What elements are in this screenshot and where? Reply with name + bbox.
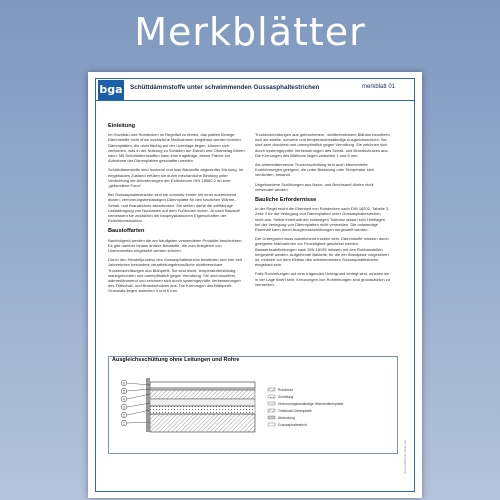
sheet-number: merkblatt 01 — [362, 84, 396, 90]
paragraph: Der Untergrund muss ausreichend trocken sein. Dämmstoffe müssen durch geeignete Maßnahmen vor Feuchtigkeit geschützt werden. Bauwerksabdichtungen nach DIN 18195 müssen mit den Rohbaustellen hergestellt werden. Aufgehende Bauteile, für die ein Standplatz vorgesehen ist, müssen vor dem Einbau des schwimmenden Gussasphaltestrichs eingebaut sein. — [255, 236, 389, 268]
legend-item: Trittschall-Dämmplatte — [278, 409, 312, 413]
paragraph: Nachfolgend werden die am häufigsten verwendeten Produkte beschrieben. Es gibt darüber hinaus andere Baustoffe, die zum Ausgleich von Unebenheiten eingesetzt werden können. — [108, 237, 243, 254]
legend-item: Verformungsbeständige Wärmedämmplatte — [278, 402, 344, 406]
document-title: Schüttdämmstoffe unter schwimmenden Gussasphaltestrichen — [130, 84, 320, 91]
layer-estrich — [150, 382, 255, 388]
paragraph: Falls Rohrleitungen auf dem tragenden Untergrund verlegt sind, müssen sie in der Lage fixiert sein. Kreuzungen von Rohrleitungen sind grundsätzlich zu vermeiden. — [255, 271, 390, 287]
layer-rohdecke — [150, 414, 255, 432]
legend-item: Schüttung — [278, 395, 294, 399]
diagram-title: Ausgleichsschüttung ohne Leitungen und Rohre — [112, 357, 240, 363]
paragraph: Bei Gussasphaltestrichen sind sie normativ immer mit einer ausreichend dicken, verformungsbeständigen Dämmplatte für den baulichen Wärme-, Schall- und Brandschutz abzudecken. Sie stellen damit die vollflächige Lastabtragung von Nutzlasten auf dem Fußboden sicher. Je nach Baustoff verbessern sie zusätzlich die bauphysikalischen Eigenschaften der Estrichkonstruktion. — [108, 192, 240, 224]
banner-title: Merkblätter — [134, 10, 366, 54]
section-heading-bauliche: Bauliche Erfordernisse — [255, 197, 317, 204]
right-column — [255, 132, 390, 291]
marker-label: 4 — [123, 397, 125, 402]
paragraph: Durch den Herstellprozess des Gussasphaltestrichs bewähren sich hier seit Jahrzehnten besonders verarbeitungsfreundliche nichtbrennbare Trockenschüttungen aus Blähperlit. Sie sind leicht, temperaturbeständig, staubgebunden und unempfindlich gegen Verrottung. Sie sind druckfest, wärmedämmend und zeichnen sich durch systemgeprüfte Verbesserungen des Trittschall- und Brandschutzes aus. Die Körnungen des Blähperlit-Granulats liegen zwischen 0 und 6 mm. — [108, 257, 242, 294]
layer-trittschall — [150, 390, 255, 399]
paragraph: Trockenschüttungen aus gebrochenem, nichtbrennbarem Blähton bewähren sich als stabile, schwere und temperaturbeständige Ausgleichsschicht. Sie sind sehr druckfest und unempfindlich gegen Verrottung. Sie zeichnen sich durch systemgeprüfte Verbesserungen des Schall- und Brandschutzes aus. Die Körnungen des Blähtons liegen zwischen 1 und 5 mm. — [255, 132, 390, 158]
diagram-legend — [268, 388, 344, 427]
paragraph: Im Hochbau und Rohdecken im Regelfall zu ebnen, das platten förmige Dämmstoffe nicht ohne zusätzliche Maßnahmen eingebaut werden können. Dämmplatten, die nicht flächig auf der Unterlage liegen, können sich verformen, was in der Nutzung zu Schäden am Estrich und Oberbelag führen kann. Mit Schüttdämmstoffen kann eine tragfähige, ebene Fläche zur Aufnahme der Dämmplatten geschaffen werden. — [108, 132, 245, 164]
layer-abdeckung — [150, 388, 255, 390]
paragraph: Als wärmedämmende Trockenschüttung sind auch bitumenierte Korkkörnungen geeignet, die unter Belastung oder Temperatur sich verdichten, bekannt. — [255, 162, 374, 178]
section-heading-einleitung: Einleitung — [108, 123, 136, 129]
layer-waermedaemmung — [150, 399, 255, 406]
document-side-code: Stand 09/2018 / Seite 1/2 — [403, 440, 407, 474]
floor-section-diagram — [110, 366, 396, 452]
legend-item: Rohdecke — [278, 388, 294, 392]
marker-label: 6 — [123, 381, 125, 386]
section-heading-baustoffarten: Baustoffarten — [108, 228, 145, 235]
wall — [146, 378, 150, 432]
marker-label: 1 — [123, 421, 125, 426]
marker-label: 3 — [123, 405, 125, 410]
bga-logo: bga — [98, 80, 124, 100]
marker-label: 2 — [123, 413, 125, 418]
marker-label: 5 — [123, 389, 125, 394]
diagram-markers — [121, 380, 150, 426]
left-column — [108, 124, 246, 298]
legend-item: Gussasphaltestrich — [278, 423, 307, 427]
paragraph: Ungebundene Schüttungen aus Natur- und Brechsand dürfen nicht verwendet werden. — [255, 181, 374, 192]
header-rule — [96, 100, 414, 101]
layer-schuettung — [150, 406, 255, 414]
legend-item: Abdeckung — [278, 416, 295, 420]
paragraph: In der Regel reicht die Ebenheit von Rohdecken nach DIN 18202, Tabelle 3, Zeile 3 für die Verlegung von Dämmplatten unter Gussasphaltestrichen nicht aus. Selbst innerhalb der zulässigen Toleranz lassen sich Hohllagen bei der Verlegung von Dämmplatten nicht vermeiden. Die notwendige Ebenheit kann durch Ausgleichsschüttungen hergestellt werden. — [255, 206, 390, 233]
paragraph: Schüttdämmstoffe sind trockene und lose Baustoffe abgestufter Körnung. Im eingebauten Zustand erfüllen sie durch mechanische Bindung unter Verdichtung die Anforderungen der Estrichnorm DIN 18560-2 an eine „gebundene Form“. — [108, 167, 244, 189]
